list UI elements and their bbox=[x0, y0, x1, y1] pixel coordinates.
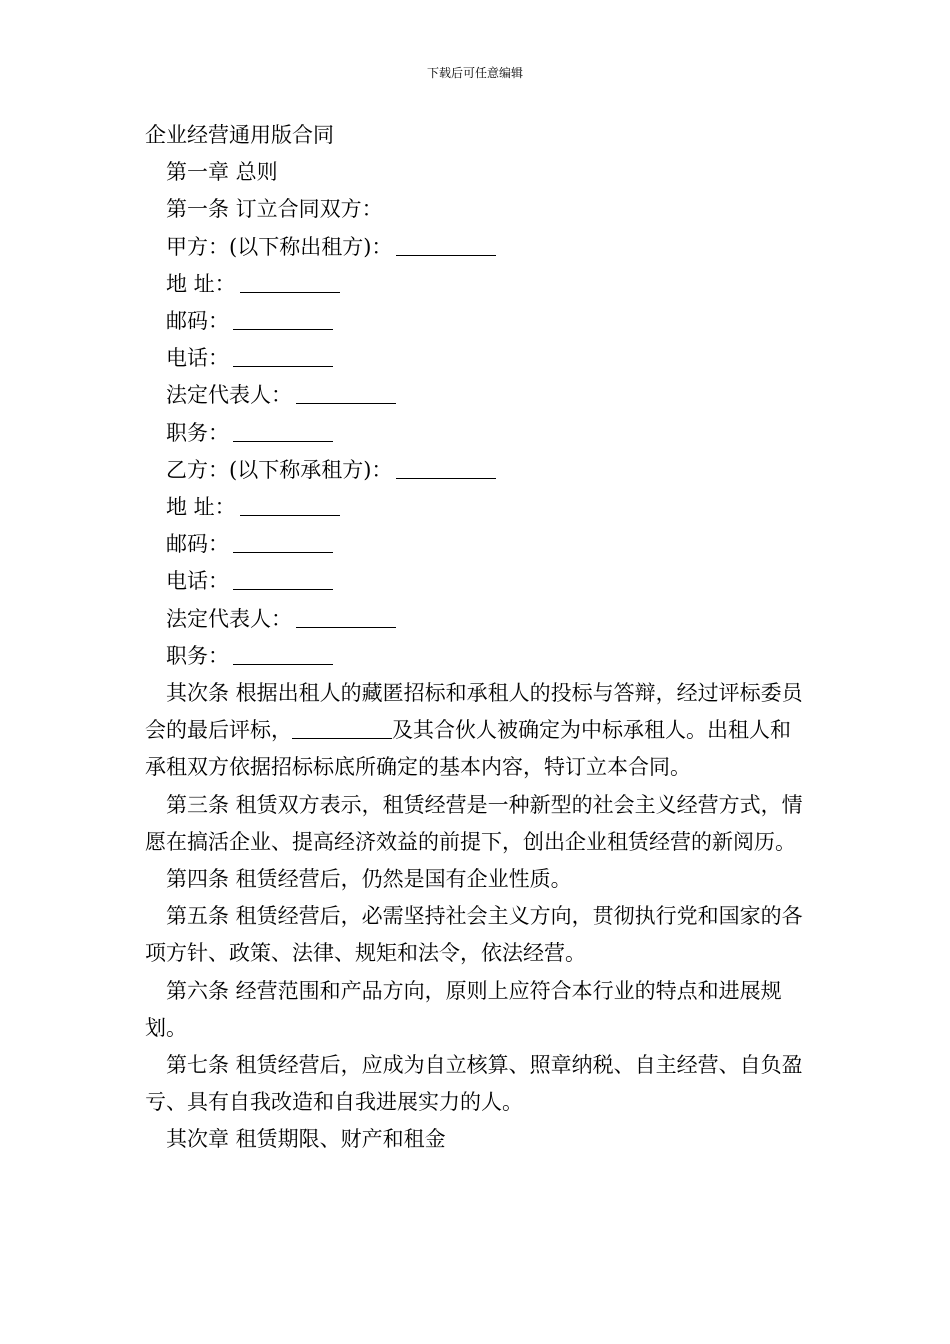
chapter-heading: 第一章 总则 bbox=[166, 160, 278, 185]
party-a-phone-blank bbox=[233, 342, 333, 367]
party-a-address-blank bbox=[240, 268, 340, 293]
article-2 bbox=[145, 675, 807, 787]
party-b-address-line bbox=[145, 489, 807, 526]
party-b-blank bbox=[396, 454, 496, 479]
party-a-rep-blank bbox=[296, 379, 396, 404]
party-a-position-blank bbox=[233, 417, 333, 442]
party-a-line bbox=[145, 229, 807, 266]
party-a-phone-label: 电话： bbox=[166, 346, 229, 371]
party-a-postcode-line bbox=[145, 303, 807, 340]
document-title: 企业经营通用版合同 bbox=[145, 123, 334, 147]
party-b-address-blank bbox=[240, 491, 340, 516]
party-b-postcode-line bbox=[145, 526, 807, 563]
chapter-heading-2: 其次章 租赁期限、财产和租金 bbox=[166, 1127, 446, 1152]
article-2-part-2: 及其合伙人被确定为中标承租人。出租人和承租双方依据招标标底所确定的基本内容，特订立本合同。 bbox=[145, 718, 791, 780]
party-b-rep-blank bbox=[296, 603, 396, 628]
party-b-phone-label: 电话： bbox=[166, 569, 229, 594]
page-header: 下载后可任意编辑 bbox=[426, 66, 523, 80]
document-body bbox=[145, 117, 807, 1159]
party-b-rep-label: 法定代表人： bbox=[166, 606, 292, 631]
article-4: 第四条 租赁经营后，仍然是国有企业性质。 bbox=[166, 867, 572, 892]
party-b-phone-line bbox=[145, 563, 807, 600]
party-b-position-line bbox=[145, 638, 807, 675]
party-a-position-label: 职务： bbox=[166, 420, 229, 445]
party-b-phone-blank bbox=[233, 565, 333, 590]
party-b-postcode-label: 邮码： bbox=[166, 532, 229, 557]
party-b-rep-line bbox=[145, 601, 807, 638]
party-b-label: 乙方：(以下称承租方)： bbox=[166, 457, 393, 482]
party-b-postcode-blank bbox=[233, 528, 333, 553]
party-a-position-line bbox=[145, 415, 807, 452]
party-a-address-line bbox=[145, 266, 807, 303]
party-b-position-blank bbox=[233, 640, 333, 665]
party-a-postcode-blank bbox=[233, 305, 333, 330]
article-7: 第七条 租赁经营后，应成为自立核算、照章纳税、自主经营、自负盈亏、具有自我改造和自我进展实力的人。 bbox=[145, 1053, 803, 1115]
party-a-postcode-label: 邮码： bbox=[166, 309, 229, 334]
party-a-rep-label: 法定代表人： bbox=[166, 383, 292, 408]
article-5: 第五条 租赁经营后，必需坚持社会主义方向，贯彻执行党和国家的各项方针、政策、法律、规矩和法令，依法经营。 bbox=[145, 904, 803, 966]
party-a-phone-line bbox=[145, 340, 807, 377]
article-2-blank bbox=[292, 714, 392, 739]
party-a-blank bbox=[396, 231, 496, 256]
party-a-label: 甲方：(以下称出租方)： bbox=[166, 234, 393, 259]
article-3: 第三条 租赁双方表示，租赁经营是一种新型的社会主义经营方式，情愿在搞活企业、提高经济效益的前提下，创出企业租赁经营的新阅历。 bbox=[145, 792, 803, 854]
party-a-address-label: 地 址： bbox=[166, 271, 236, 296]
party-b-position-label: 职务： bbox=[166, 643, 229, 668]
article-6: 第六条 经营范围和产品方向，原则上应符合本行业的特点和进展规划。 bbox=[145, 978, 782, 1040]
party-a-rep-line bbox=[145, 377, 807, 414]
party-b-line bbox=[145, 452, 807, 489]
party-b-address-label: 地 址： bbox=[166, 495, 236, 520]
article-1: 第一条 订立合同双方： bbox=[166, 197, 383, 222]
article-2-part-1: 其次条 根据出租人的藏匿招标和承租人的投标与答辩，经过评标委员会的最后评标， bbox=[145, 681, 803, 743]
